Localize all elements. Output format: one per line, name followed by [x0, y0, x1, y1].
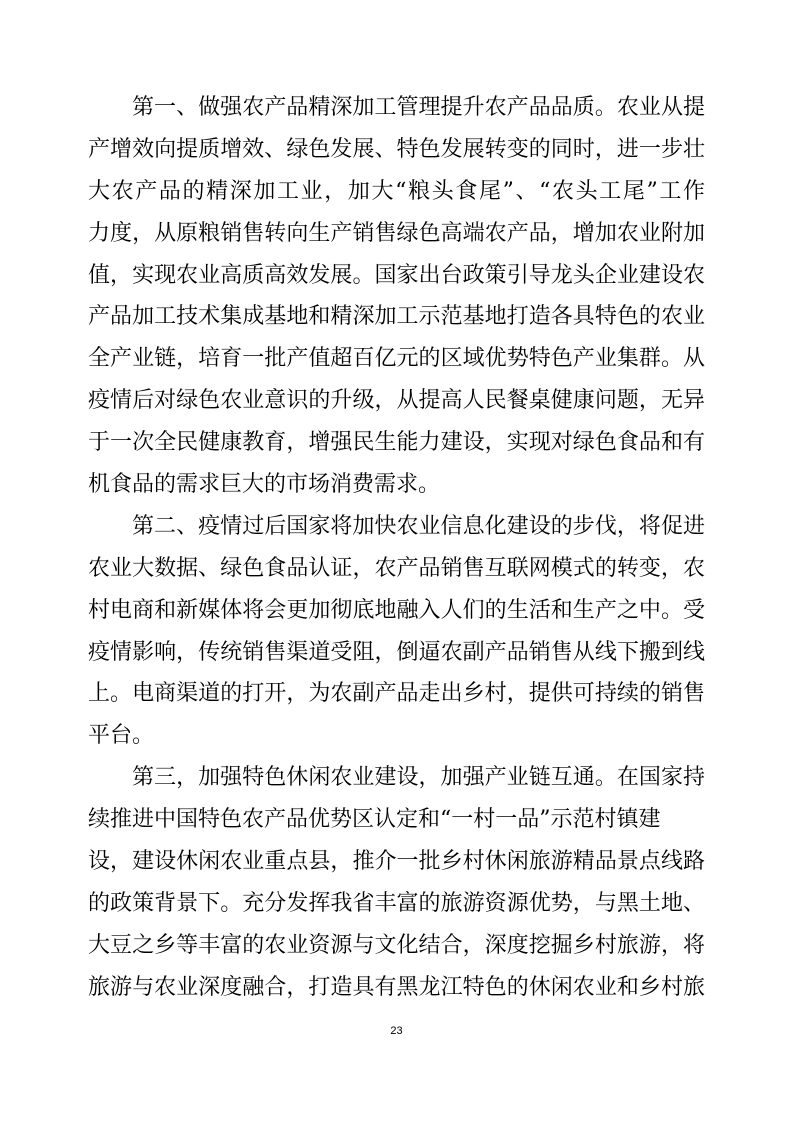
text-line: 上。电商渠道的打开，为农副产品走出乡村，提供可持续的销售	[88, 681, 705, 707]
paragraph-1	[88, 87, 705, 506]
text-line: 第三，加强特色休闲农业建设，加强产业链互通。在国家持	[132, 765, 705, 791]
document-body	[88, 87, 705, 1009]
text-line: 全产业链，培育一批产值超百亿元的区域优势特色产业集群。从	[88, 346, 705, 372]
text-line: 值，实现农业高质高效发展。国家出台政策引导龙头企业建设农	[88, 262, 705, 288]
text-line: 续推进中国特色农产品优势区认定和“一村一品”示范村镇建	[88, 807, 661, 833]
text-line: 大农产品的精深加工业，加大“粮头食尾”、“农头工尾”工作	[88, 178, 705, 204]
text-line: 设，建设休闲农业重点县，推介一批乡村休闲旅游精品景点线路	[88, 849, 705, 875]
page-number: 23	[390, 1025, 403, 1037]
paragraph-3	[88, 757, 705, 1008]
text-line: 疫情影响，传统销售渠道受阻，倒逼农副产品销售从线下搬到线	[88, 639, 705, 665]
text-line: 产增效向提质增效、绿色发展、特色发展转变的同时，进一步壮	[88, 136, 705, 162]
text-line: 平台。	[88, 723, 155, 749]
paragraph-2	[88, 506, 705, 757]
text-line: 产品加工技术集成基地和精深加工示范基地打造各具特色的农业	[88, 304, 705, 330]
text-line: 村电商和新媒体将会更加彻底地融入人们的生活和生产之中。受	[88, 597, 705, 623]
text-line: 于一次全民健康教育，增强民生能力建设，实现对绿色食品和有	[88, 430, 705, 456]
text-line: 农业大数据、绿色食品认证，农产品销售互联网模式的转变，农	[88, 555, 705, 581]
text-line: 的政策背景下。充分发挥我省丰富的旅游资源优势，与黑土地、	[88, 890, 705, 916]
text-line: 第二、疫情过后国家将加快农业信息化建设的步伐，将促进	[132, 513, 705, 539]
text-line: 机食品的需求巨大的市场消费需求。	[88, 472, 441, 498]
text-line: 旅游与农业深度融合，打造具有黑龙江特色的休闲农业和乡村旅	[88, 974, 705, 1000]
text-line: 力度，从原粮销售转向生产销售绿色高端农产品，增加农业附加	[88, 220, 705, 246]
text-line: 大豆之乡等丰富的农业资源与文化结合，深度挖掘乡村旅游，将	[88, 932, 705, 958]
text-line: 第一、做强农产品精深加工管理提升农产品品质。农业从提	[132, 95, 705, 120]
text-line: 疫情后对绿色农业意识的升级，从提高人民餐桌健康问题，无异	[88, 388, 705, 414]
